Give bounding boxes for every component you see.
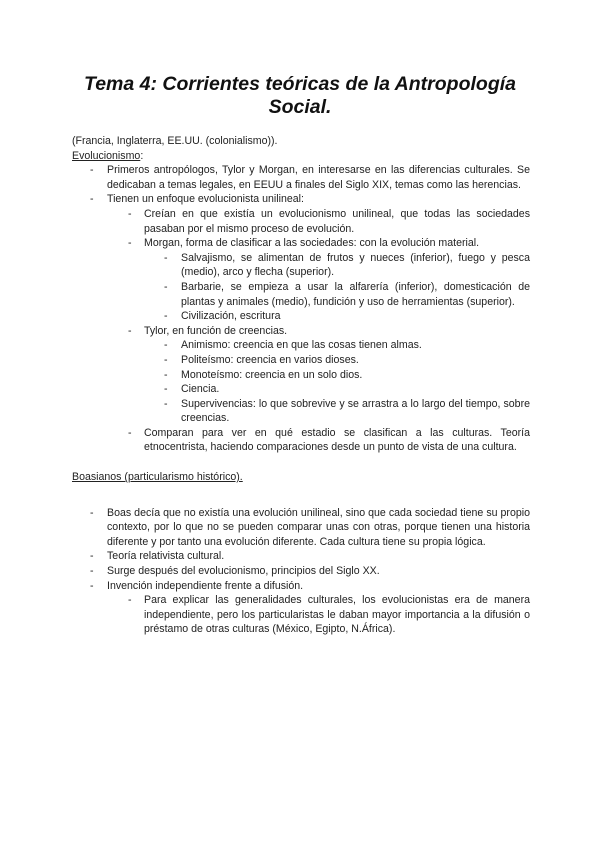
heading-evolucionismo-text: Evolucionismo: [72, 149, 141, 162]
list-item-barbarie: - Barbarie, se empieza a usar la alfarería (inferior), domesticación de plantas y animales (medio), fundición y uso de herramientas (superior).: [72, 280, 530, 309]
intro-line: (Francia, Inglaterra, EE.UU. (colonialismo)).: [72, 135, 278, 147]
list-item-invencion: - Invención independiente frente a difusión.: [72, 579, 530, 594]
tylor-sublist: [72, 324, 530, 339]
list-item-salvajismo: - Salvajismo, se alimentan de frutos y nueces (inferior), fuego y pesca (medio), arco y flecha (superior).: [72, 251, 530, 280]
list-item-monoteismo: - Monoteísmo: creencia en un solo dios.: [72, 368, 530, 383]
section-heading-evolucionismo: [72, 149, 530, 164]
compare-sublist: [72, 426, 530, 455]
list-item-relativista: - Teoría relativista cultural.: [72, 549, 530, 564]
list-item-morgan: - Morgan, forma de clasificar a las sociedades: con la evolución material.: [72, 236, 530, 251]
list-item-difusion: - Para explicar las generalidades culturales, los evolucionistas era de manera independiente, pero los particularistas le daban mayor importancia a la difusión o préstamo de otras culturas (México, Egipto, N.África).: [72, 593, 530, 637]
list-item-compare: - Comparan para ver en qué estadio se clasifican a las culturas. Teoría etnocentrista, haciendo comparaciones desde un punto de vista de una cultura.: [72, 426, 530, 455]
list-item-politeismo: - Politeísmo: creencia en varios dioses.: [72, 353, 530, 368]
spacer: [72, 455, 530, 470]
section-heading-boasianos: [72, 470, 530, 485]
spacer: [72, 485, 530, 506]
boasianos-list: [72, 506, 530, 594]
document-body: [72, 134, 530, 637]
list-item-civilizacion: - Civilización, escritura: [72, 309, 530, 324]
heading-boasianos-text: Boasianos (particularismo histórico).: [72, 471, 243, 484]
list-item-supervivencias: - Supervivencias: lo que sobrevive y se arrastra a lo largo del tiempo, sobre creencias.: [72, 397, 530, 426]
list-item-unilineal: - Tienen un enfoque evolucionista unilineal:: [72, 192, 530, 207]
list-item-surge: - Surge después del evolucionismo, principios del Siglo XX.: [72, 564, 530, 579]
morgan-stages-list: [72, 251, 530, 324]
list-item-boas: - Boas decía que no existía una evolución unilineal, sino que cada sociedad tiene su propio contexto, por lo que no se pueden comparar unas con otras, porque tienen una historia diferente y por tanto una evolución diferente. Cada cultura tiene su propia lógica.: [72, 506, 530, 550]
list-item-believed: - Creían en que existía un evolucionismo unilineal, que todas las sociedades pasaban por el mismo proceso de evolución.: [72, 207, 530, 236]
evolucionismo-list: [72, 163, 530, 207]
list-item-ciencia: - Ciencia.: [72, 382, 530, 397]
page-title: Tema 4: Corrientes teóricas de la Antropología Social.: [84, 73, 516, 118]
list-item-pioneers: - Primeros antropólogos, Tylor y Morgan, en interesarse en las diferencias culturales. Se dedicaban a temas legales, en EEUU a finales del Siglo XIX, temas como las herencias.: [72, 163, 530, 192]
list-item-animismo: - Animismo: creencia en que las cosas tienen almas.: [72, 338, 530, 353]
tylor-beliefs-list: [72, 338, 530, 426]
invencion-sublist: [72, 593, 530, 637]
unilineal-sublist: [72, 207, 530, 251]
heading-colon: :: [140, 149, 144, 162]
list-item-tylor: - Tylor, en función de creencias.: [72, 324, 530, 339]
